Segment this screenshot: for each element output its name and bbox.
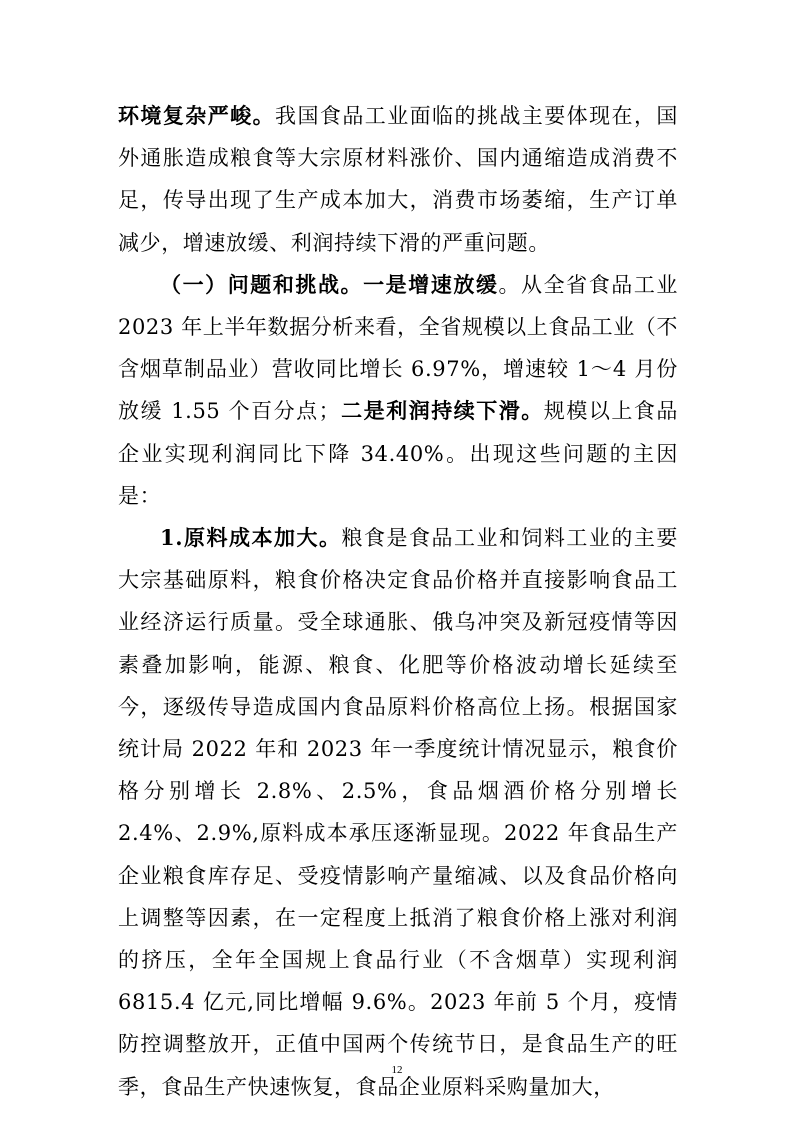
raw-material-text: 粮食是食品工业和饲料工业的主要大宗基础原料，粮食价格决定食品价格并直接影响食品工业经济运行质量。受全球通胀、俄乌冲突及新冠疫情等因素叠加影响，能源、粮食、化肥等价格波动增长延续至今，逐级传导造成国内食品原料价格高位上扬。根据国家统计局 2022 年和 2023 年一季度统计情况显示，粮食价格分别增长 2.8%、2.5%，食品烟酒价格分别增长 2.4%、2.9%,原料成本承压逐渐显现。2022 年食品生产企业粮食库存足、受疫情影响产量缩减、以及食品价格向上调整等因素，在一定程度上抵消了粮食价格上涨对利润的挤压，全年全国规上食品行业（不含烟草）实现利润 6815.4 亿元,同比增幅 9.6%。2023 年前 5 个月，疫情防控调整放开，正值中国两个传统节日，是食品生产的旺季，食品生产快速恢复，食品企业原料采购量加大， bbox=[118, 526, 679, 1099]
paragraph-problems bbox=[118, 264, 678, 517]
paragraph-environment bbox=[118, 95, 678, 264]
problems-text-growth: 。从全省食品工业 2023 年上半年数据分析来看，全省规模以上食品工业（不含烟草制品业）营收同比增长 6.97%，增速较 1～4 月份放缓 1.55 个百分点； bbox=[118, 272, 678, 424]
body-text bbox=[118, 95, 678, 1108]
paragraph-raw-material-cost bbox=[118, 517, 678, 1108]
profit-decline-heading: 二是利润持续下滑。 bbox=[340, 398, 544, 424]
raw-material-heading: 1.原料成本加大。 bbox=[160, 525, 342, 551]
problems-heading: （一）问题和挑战。一是增速放缓 bbox=[160, 271, 499, 297]
page-number: 12 bbox=[391, 1064, 403, 1076]
problems-text-profit: 规模以上食品企业实现利润同比下降 34.40%。出现这些问题的主因是： bbox=[118, 399, 678, 508]
paragraph-environment-heading: 环境复杂严峻。 bbox=[118, 103, 276, 128]
paragraph-environment-text: 我国食品工业面临的挑战主要体现在，国外通胀造成粮食等大宗原材料涨价、国内通缩造成消费不足，传导出现了生产成本加大，消费市场萎缩，生产订单减少，增速放缓、利润持续下滑的严重问题。 bbox=[118, 104, 678, 255]
